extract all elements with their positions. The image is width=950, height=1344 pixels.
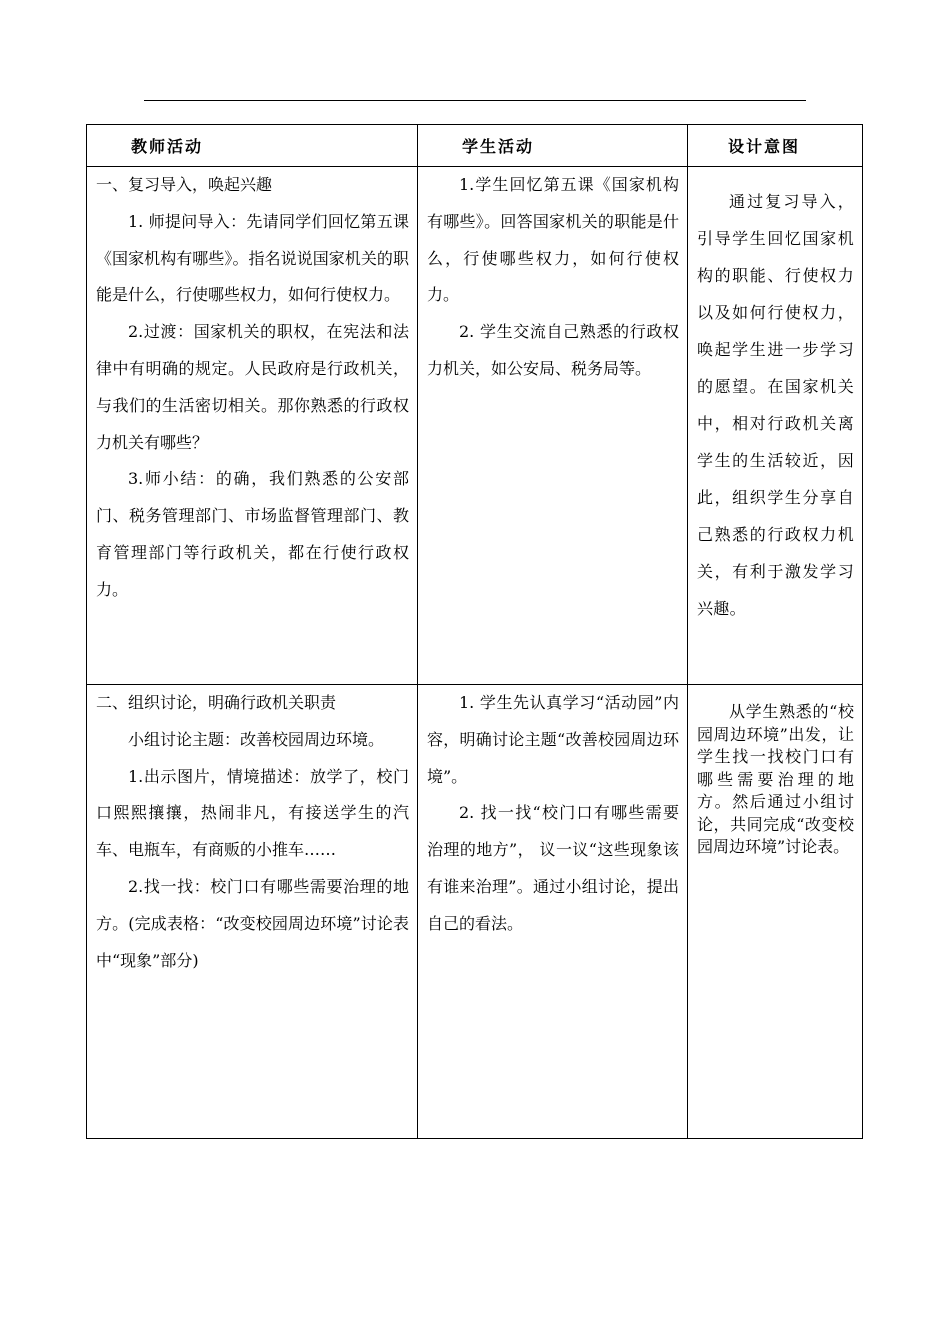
table-row (87, 167, 863, 685)
student-paragraph: 2. 找一找“校门口有哪些需要治理的地方”， 议一议“这些现象该有谁来治理”。通过小组讨论，提出自己的看法。 (427, 803, 679, 933)
header-rule (144, 100, 806, 101)
student-paragraph: 1.学生回忆第五课《国家机构有哪些》。回答国家机关的职能是什么，行使哪些权力，如何行使权力。 (427, 175, 679, 305)
student-cell (418, 167, 688, 685)
student-cell (418, 685, 688, 1139)
table-row (87, 685, 863, 1139)
teacher-paragraph: 3.师小结：的确，我们熟悉的公安部门、税务管理部门、市场监督管理部门、教育管理部门等行政机关，都在行使行政权力。 (96, 469, 409, 599)
section-title: 二、组织讨论，明确行政机关职责 (96, 693, 337, 712)
teacher-paragraph: 1.出示图片，情境描述：放学了，校门口熙熙攘攘，热闹非凡，有接送学生的汽车、电瓶车，有商贩的小推车…… (96, 766, 409, 860)
table-header-row (87, 125, 863, 167)
teacher-paragraph: 2.找一找：校门口有哪些需要治理的地方。(完成表格：“改变校园周边环境”讨论表中“现象”部分) (96, 876, 409, 970)
student-paragraph: 2. 学生交流自己熟悉的行政权力机关，如公安局、税务局等。 (427, 322, 679, 378)
teacher-paragraph: 1. 师提问导入：先请同学们回忆第五课《国家机构有哪些》。指名说说国家机关的职能是什么，行使哪些权力，如何行使权力。 (96, 211, 409, 305)
teacher-paragraph: 2.过渡：国家机关的职权，在宪法和法律中有明确的规定。人民政府是行政机关，与我们的生活密切相关。那你熟悉的行政权力机关有哪些？ (96, 322, 409, 452)
intent-cell (688, 685, 863, 1139)
lesson-plan-table (86, 124, 863, 1139)
intent-cell (688, 167, 863, 685)
section-title: 一、复习导入，唤起兴趣 (96, 175, 273, 194)
header-student-activity: 学生活动 (418, 125, 688, 167)
teacher-cell (87, 167, 418, 685)
teacher-cell (87, 685, 418, 1139)
intent-paragraph: 从学生熟悉的“校园周边环境”出发，让学生找一找校门口有哪些需要治理的地方。然后通过小组讨论，共同完成“改变校园周边环境”讨论表。 (697, 702, 854, 856)
student-paragraph: 1. 学生先认真学习“活动园”内容，明确讨论主题“改善校园周边环境”。 (427, 693, 679, 786)
intent-paragraph: 通过复习导入，引导学生回忆国家机构的职能、行使权力以及如何行使权力，唤起学生进一步学习的愿望。在国家机关中，相对行政机关离学生的生活较近，因此，组织学生分享自己熟悉的行政权力机关，有利于激发学习兴趣。 (697, 192, 854, 618)
header-teacher-activity: 教师活动 (87, 125, 418, 167)
teacher-paragraph: 小组讨论主题：改善校园周边环境。 (128, 729, 385, 749)
header-design-intent: 设计意图 (688, 125, 863, 167)
